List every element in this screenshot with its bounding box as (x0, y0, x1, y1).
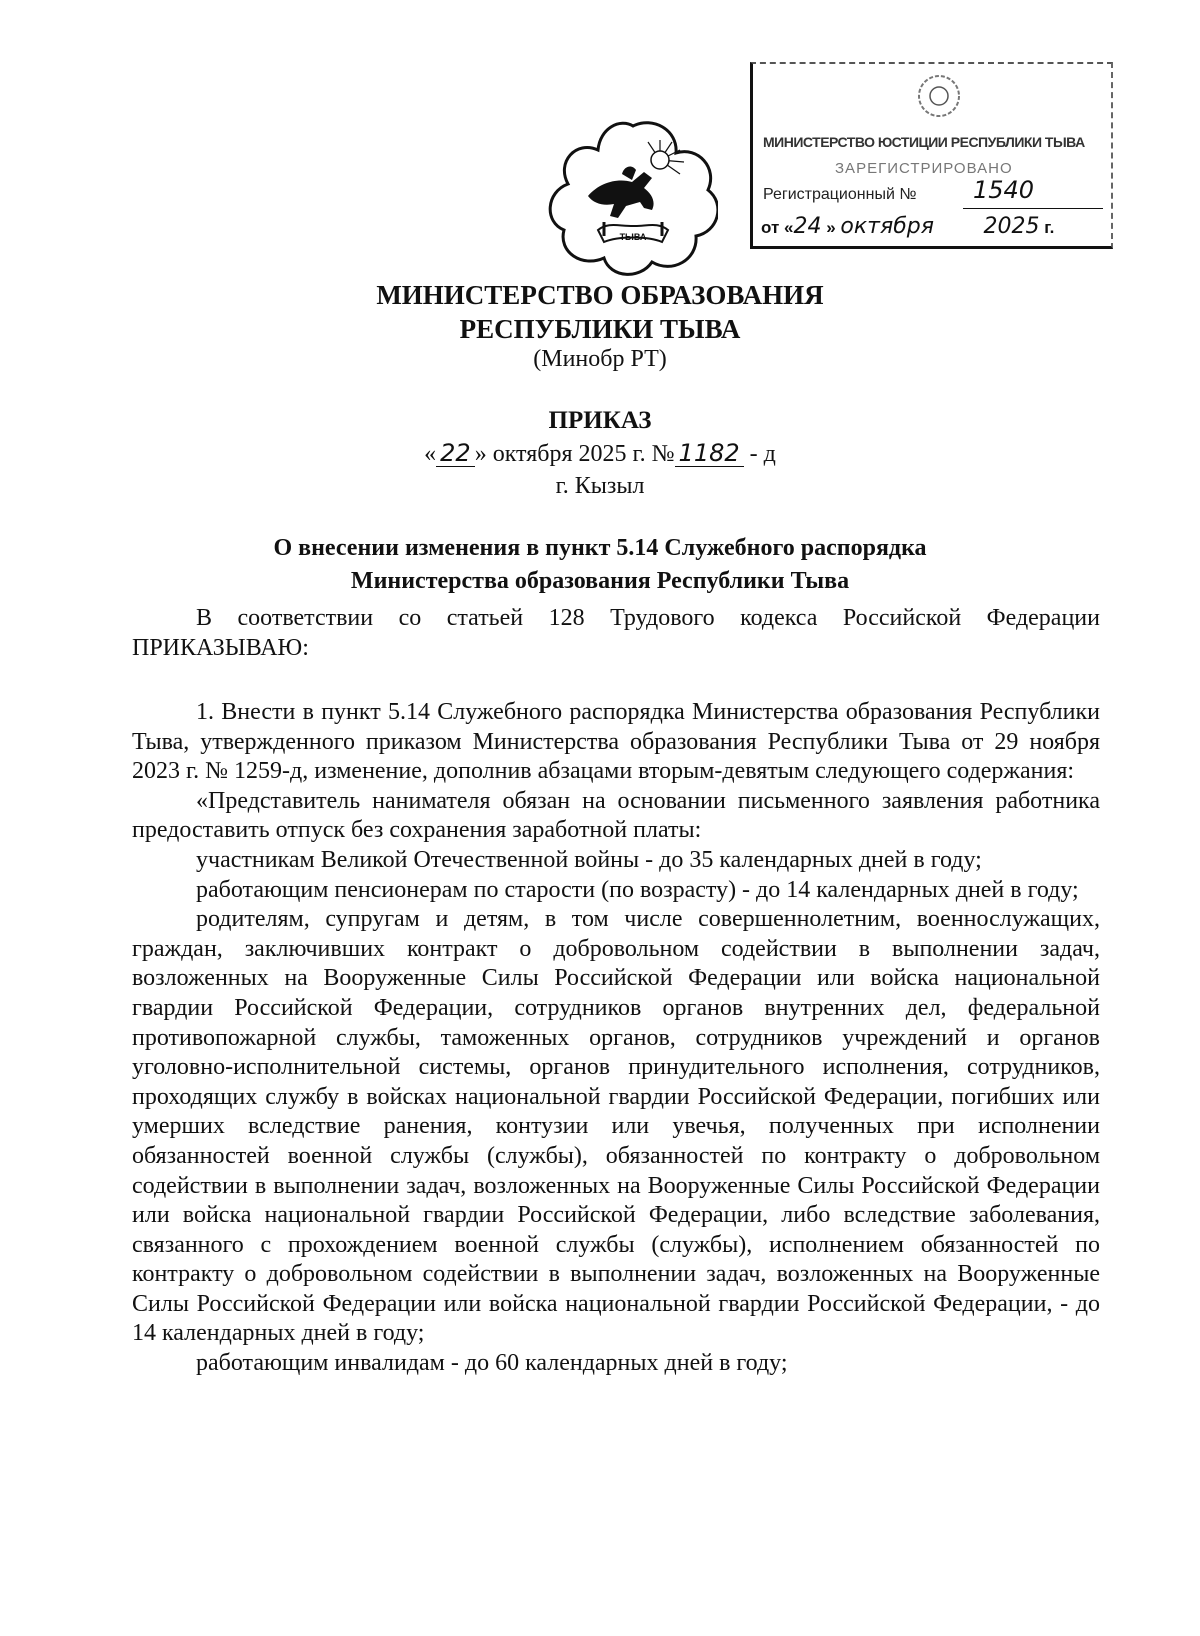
document-type: ПРИКАЗ (548, 407, 652, 434)
date-rest: » октября 2025 г. № (474, 441, 675, 467)
registration-stamp (750, 62, 1113, 249)
stamp-reg-underline (963, 208, 1103, 209)
stamp-emblem-icon (913, 72, 965, 120)
stamp-date-suffix: г. (1044, 218, 1055, 237)
date-open: « (424, 441, 437, 467)
quote-intro: «Представитель нанимателя обязан на основании письменного заявления работника предоставить отпуск без сохранения заработной платы: (132, 787, 1100, 844)
order-city: г. Кызыл (555, 473, 645, 499)
preamble-block (132, 604, 1100, 663)
para-disabled: работающим инвалидам - до 60 календарных дней в году; (196, 1350, 788, 1377)
stamp-date-day: 24 (793, 214, 822, 239)
item-1: 1. Внести в пункт 5.14 Служебного распорядка Министерства образования Республики Тыва, утвержденного приказом Министерства образования Республики Тыва от 29 ноября 2023 г. № 1259-д, изменение, дополнив абзацами вторым-девятым следующего содержания: (132, 699, 1100, 785)
stamp-reg-label: Регистрационный № (763, 186, 917, 203)
stamp-ministry: МИНИСТЕРСТВО ЮСТИЦИИ РЕСПУБЛИКИ ТЫВА (763, 134, 1085, 150)
ministry-name (0, 278, 1200, 346)
stamp-registered: ЗАРЕГИСТРИРОВАНО (835, 160, 1013, 177)
para-pensioners: работающим пенсионерам по старости (по возрасту) - до 14 календарных дней в году; (196, 876, 1079, 903)
order-day: 22 (436, 440, 475, 467)
preamble: В соответствии со статьей 128 Трудового кодекса Российской Федерации ПРИКАЗЫВАЮ: (132, 605, 1100, 661)
para-families: родителям, супругам и детям, в том числе совершеннолетним, военнослужащих, граждан, заключивших контракт о добровольном содействии в выполнении задач, возложенных на Вооруженные Силы Российской Федерации или войска национальной гвардии Российской Федерации, сотрудников органов внутренних дел, федеральной противопожарной службы, таможенных органов, сотрудников учреждений и органов уголовно-исполнительной системы, органов принудительного исполнения, сотрудников, проходящих службу в войсках национальной гвардии Российской Федерации, погибших или умерших вследствие ранения, контузии или увечья, полученных при исполнении обязанностей военной службы (службы), обязанностей по контракту о добровольном содействии в выполнении задач, возложенных на Вооруженные Силы Российской Федерации или войска национальной гвардии Российской Федерации, либо вследствие заболевания, связанного с прохождением военной службы (службы), исполнением обязанностей по контракту о добровольном содействии в выполнении задач, возложенных на Вооруженные Силы Российской Федерации или войска национальной гвардии Российской Федерации, - до 14 календарных дней в году; (132, 906, 1100, 1347)
order-number: 1182 (675, 440, 744, 467)
ministry-line1: МИНИСТЕРСТВО ОБРАЗОВАНИЯ (376, 280, 824, 310)
order-date-number (0, 440, 1200, 468)
stamp-date-year: 2025 (983, 214, 1040, 239)
number-suffix: - д (743, 441, 776, 467)
order-subject (0, 532, 1200, 598)
tuva-emblem-icon (548, 118, 718, 278)
svg-text:ТЫВА: ТЫВА (619, 232, 647, 242)
stamp-reg-row (763, 176, 1035, 204)
stamp-date-mid: » (826, 218, 836, 237)
stamp-date-month: октября (840, 214, 934, 239)
para-veterans: участникам Великой Отечественной войны - до 35 календарных дней в году; (196, 846, 982, 873)
stamp-date-prefix: от « (761, 218, 794, 237)
subject-line1: О внесении изменения в пункт 5.14 Служебного распорядка (273, 535, 927, 561)
main-text-block (132, 698, 1100, 1379)
stamp-reg-number: 1540 (973, 176, 1035, 204)
ministry-abbr: (Минобр РТ) (533, 346, 667, 372)
stamp-date-row (761, 214, 1054, 239)
ministry-line2: РЕСПУБЛИКИ ТЫВА (459, 314, 741, 344)
subject-line2: Министерства образования Республики Тыва (350, 568, 850, 594)
